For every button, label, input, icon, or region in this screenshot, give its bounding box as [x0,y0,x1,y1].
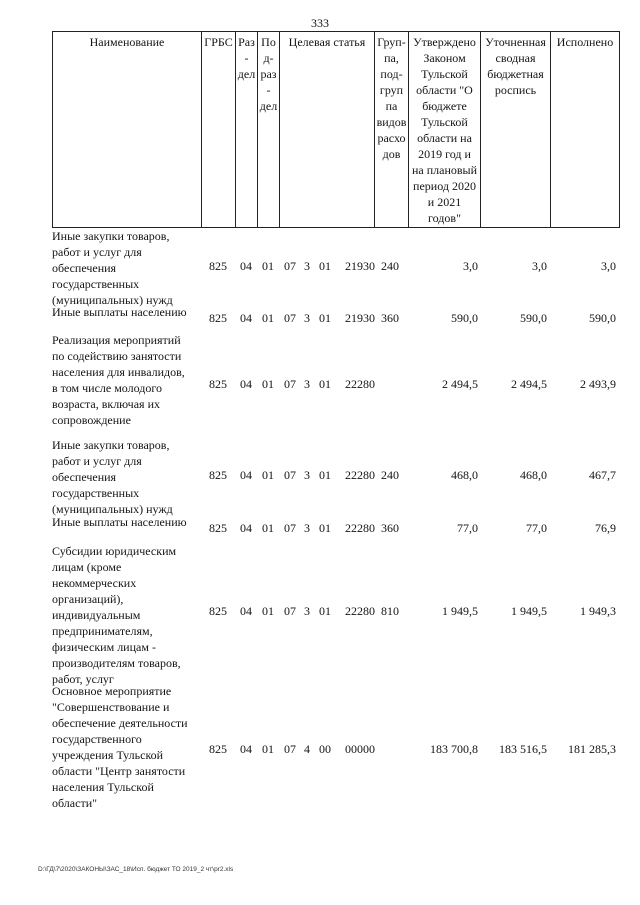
table-row [52,515,619,540]
cell-target-program: 07 [284,259,296,273]
row-name: Субсидии юридическим лицам (кроме некоммерческих организаций), индивидуальным предпринимателям, физическим лицам - производителям товаров, работ, услуг [52,544,181,686]
cell-target-program: 07 [284,742,296,756]
cell-razdel: 04 [240,742,252,756]
cell-grbs: 825 [209,311,227,325]
cell-grbs: 825 [209,521,227,535]
cell-executed: 2 493,9 [580,377,616,391]
header-vid: Груп- па, под- груп па видов расхо дов [375,32,409,228]
cell-target-program: 07 [284,604,296,618]
cell-grbs: 825 [209,468,227,482]
row-name: Иные закупки товаров, работ и услуг для обеспечения государственных (муниципальных) нужд [52,229,173,307]
header-podrazdel: Под- раз- дел [258,32,280,228]
table-row [52,543,619,686]
cell-target-subprogram: 3 [304,377,310,391]
cell-target-subprogram: 3 [304,259,310,273]
cell-target-subprogram: 3 [304,521,310,535]
cell-vid: 810 [381,604,399,618]
cell-target-program: 07 [284,468,296,482]
cell-executed: 181 285,3 [568,742,616,756]
cell-podrazdel: 01 [262,377,274,391]
cell-target-event: 01 [319,521,331,535]
cell-executed: 590,0 [589,311,616,325]
cell-target-program: 07 [284,311,296,325]
table-row [52,332,619,432]
header-executed: Исполнено [551,32,620,228]
table-row [52,305,619,330]
row-name: Иные закупки товаров, работ и услуг для обеспечения государственных (муниципальных) нужд [52,438,173,516]
cell-podrazdel: 01 [262,521,274,535]
table-header [52,31,620,228]
row-name: Иные выплаты населению [52,305,187,319]
cell-refined: 2 494,5 [511,377,547,391]
cell-executed: 3,0 [601,259,616,273]
cell-target-program: 07 [284,377,296,391]
cell-vid: 360 [381,521,399,535]
cell-grbs: 825 [209,259,227,273]
cell-target-direction: 22280 [345,377,375,391]
header-razdel: Раз- дел [236,32,258,228]
cell-refined: 3,0 [532,259,547,273]
row-name: Основное мероприятие "Совершенствование и обеспечение деятельности государственного учреждения Тульской области "Центр занятости населения Тульской области" [52,684,188,810]
cell-target-event: 01 [319,377,331,391]
file-path-footer: D:\ГД\7\2020\ЗАКОНЫ\ЗАС_18\Исп. бюджет ТО 2019_2 чт\pr2.xls [38,866,234,873]
cell-grbs: 825 [209,604,227,618]
cell-razdel: 04 [240,377,252,391]
cell-executed: 467,7 [589,468,616,482]
table-row [52,228,619,308]
cell-razdel: 04 [240,311,252,325]
cell-target-program: 07 [284,521,296,535]
cell-razdel: 04 [240,604,252,618]
page-number: 333 [311,16,329,30]
cell-vid: 360 [381,311,399,325]
cell-refined: 183 516,5 [499,742,547,756]
cell-target-direction: 22280 [345,604,375,618]
cell-approved: 590,0 [451,311,478,325]
cell-vid: 240 [381,259,399,273]
cell-target-event: 01 [319,311,331,325]
cell-target-direction: 00000 [345,742,375,756]
cell-target-direction: 21930 [345,311,375,325]
cell-target-event: 01 [319,604,331,618]
header-refined: Уточненная сводная бюджетная роспись [481,32,551,228]
cell-target-event: 01 [319,259,331,273]
cell-approved: 2 494,5 [442,377,478,391]
cell-approved: 3,0 [463,259,478,273]
cell-approved: 183 700,8 [430,742,478,756]
row-name: Реализация мероприятий по содействию занятости населения для инвалидов, в том числе молодого возраста, включая их сопровождение [52,333,185,427]
header-target: Целевая статья [280,32,375,228]
header-grbs: ГРБС [202,32,236,228]
cell-target-direction: 22280 [345,521,375,535]
cell-podrazdel: 01 [262,259,274,273]
cell-executed: 1 949,3 [580,604,616,618]
cell-podrazdel: 01 [262,742,274,756]
row-name: Иные выплаты населению [52,515,187,529]
table-row [52,437,619,517]
cell-podrazdel: 01 [262,604,274,618]
cell-target-subprogram: 3 [304,604,310,618]
cell-target-subprogram: 4 [304,742,310,756]
cell-executed: 76,9 [595,521,616,535]
cell-refined: 1 949,5 [511,604,547,618]
table-row [52,683,619,813]
cell-podrazdel: 01 [262,468,274,482]
header-name: Наименование [53,32,202,228]
cell-grbs: 825 [209,377,227,391]
cell-grbs: 825 [209,742,227,756]
cell-podrazdel: 01 [262,311,274,325]
cell-target-direction: 22280 [345,468,375,482]
cell-refined: 77,0 [526,521,547,535]
cell-approved: 1 949,5 [442,604,478,618]
cell-target-event: 00 [319,742,331,756]
cell-target-direction: 21930 [345,259,375,273]
cell-refined: 590,0 [520,311,547,325]
cell-target-subprogram: 3 [304,468,310,482]
cell-target-event: 01 [319,468,331,482]
header-approved: Утверждено Законом Тульской области "О бюджете Тульской области на 2019 год и на плановый период 2020 и 2021 годов" [409,32,481,228]
cell-razdel: 04 [240,259,252,273]
cell-vid: 240 [381,468,399,482]
cell-approved: 77,0 [457,521,478,535]
cell-target-subprogram: 3 [304,311,310,325]
cell-razdel: 04 [240,521,252,535]
cell-razdel: 04 [240,468,252,482]
cell-refined: 468,0 [520,468,547,482]
cell-approved: 468,0 [451,468,478,482]
